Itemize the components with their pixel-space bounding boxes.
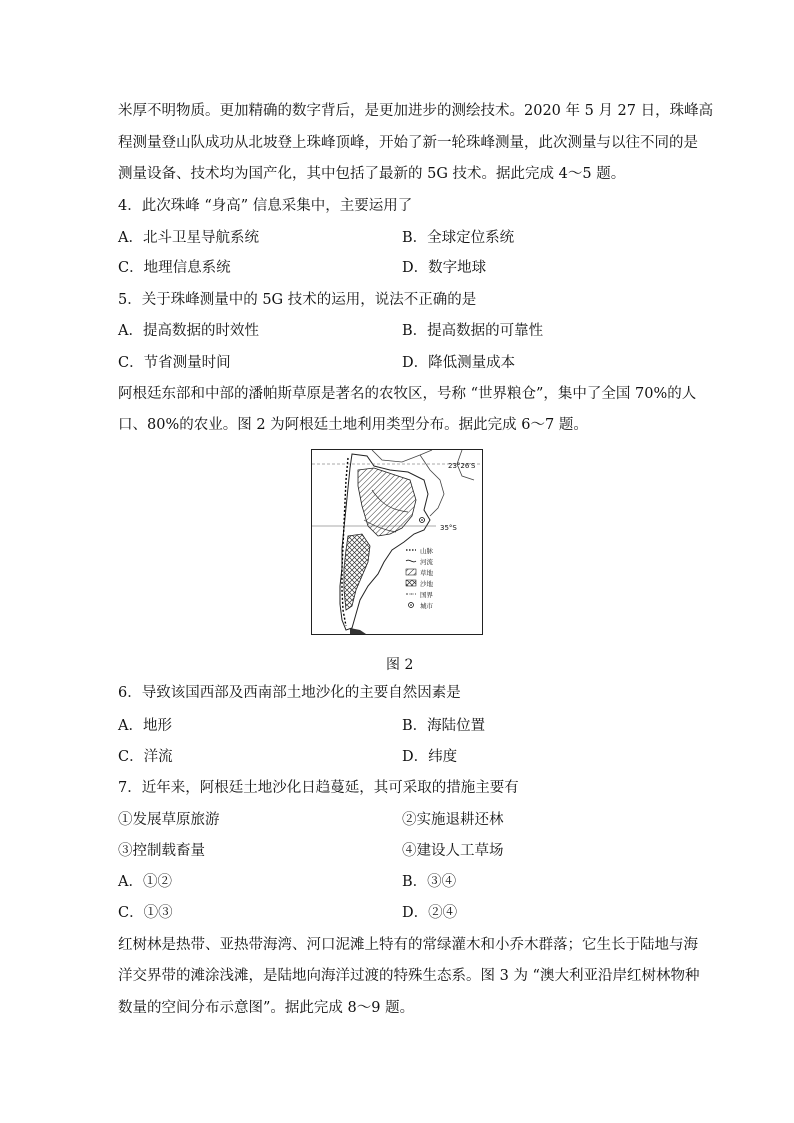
q4-option-d: D．数字地球: [402, 260, 487, 276]
q7-measure-1: ①发展草原旅游: [118, 812, 220, 828]
q6-option-d: D．纬度: [402, 749, 458, 765]
q5-stem: 5．关于珠峰测量中的 5G 技术的运用，说法不正确的是: [118, 292, 477, 308]
passage2-line-1: 阿根廷东部和中部的潘帕斯草原是著名的农牧区，号称 “世界粮仓”，集中了全国 70%的人: [118, 386, 697, 402]
intro-line-1: 米厚不明物质。更加精确的数字背后，是更加进步的测绘技术。2020 年 5 月 27 日，珠峰高: [118, 103, 714, 119]
passage2-line-2: 口、80%的农业。图 2 为阿根廷土地利用类型分布。据此完成 6～7 题。: [118, 417, 588, 433]
q7-measure-3: ③控制载畜量: [118, 843, 205, 859]
q4-option-b: B．全球定位系统: [402, 230, 515, 246]
legend-border-label: 国界: [420, 591, 433, 599]
legend-grass-label: 草地: [420, 569, 433, 577]
q5-option-a: A．提高数据的时效性: [118, 323, 259, 339]
argentina-land-use-map: [311, 449, 483, 635]
q6-option-c: C．洋流: [118, 749, 173, 765]
passage3-line-1: 红树林是热带、亚热带海湾、河口泥滩上特有的常绿灌木和小乔木群落；它生长于陆地与海: [118, 937, 698, 953]
legend-sand-symbol: [406, 580, 416, 586]
legend-grass-symbol: [406, 569, 416, 575]
map-legend: [406, 546, 434, 610]
legend-city-label: 城市: [420, 602, 433, 610]
q7-option-b: B．③④: [402, 874, 457, 890]
q5-option-d: D．降低测量成本: [402, 355, 516, 371]
q6-stem: 6．导致该国西部及西南部土地沙化的主要自然因素是: [118, 685, 461, 701]
latitude-label-35s: 35°S: [440, 524, 457, 532]
figure-2-caption: 图 2: [386, 657, 414, 673]
q5-option-b: B．提高数据的可靠性: [402, 323, 544, 339]
q7-option-d: D．②④: [402, 905, 458, 921]
q7-measure-4: ④建设人工草场: [402, 843, 504, 859]
q7-option-a: A．①②: [118, 874, 172, 890]
latitude-label-23s: 23°26′S: [448, 462, 476, 470]
passage3-line-3: 数量的空间分布示意图”。据此完成 8～9 题。: [118, 1000, 415, 1016]
legend-sand-label: 沙地: [420, 580, 433, 588]
q6-option-b: B．海陆位置: [402, 718, 486, 734]
intro-line-3: 测量设备、技术均为国产化，其中包括了最新的 5G 技术。据此完成 4～5 题。: [118, 166, 626, 182]
q4-option-c: C．地理信息系统: [118, 260, 231, 276]
intro-line-2: 程测量登山队成功从北坡登上珠峰顶峰，开始了新一轮珠峰测量，此次测量与以往不同的是: [118, 135, 698, 151]
q4-stem: 4．此次珠峰 “身高” 信息采集中，主要运用了: [118, 198, 413, 214]
legend-mountain-label: 山脉: [420, 547, 433, 555]
q7-option-c: C．①③: [118, 905, 173, 921]
legend-river-symbol: [406, 560, 416, 562]
q6-option-a: A．地形: [118, 718, 172, 734]
legend-river-label: 河流: [420, 558, 433, 566]
passage3-line-2: 洋交界带的滩涂浅滩，是陆地向海洋过渡的特殊生态系。图 3 为 “澳大利亚沿岸红树林物种: [118, 968, 700, 984]
q7-stem: 7．近年来，阿根廷土地沙化日趋蔓延，其可采取的措施主要有: [118, 780, 519, 796]
q4-option-a: A．北斗卫星导航系统: [118, 230, 259, 246]
q7-measure-2: ②实施退耕还林: [402, 812, 504, 828]
sand-area: [344, 534, 370, 610]
q5-option-c: C．节省测量时间: [118, 355, 231, 371]
